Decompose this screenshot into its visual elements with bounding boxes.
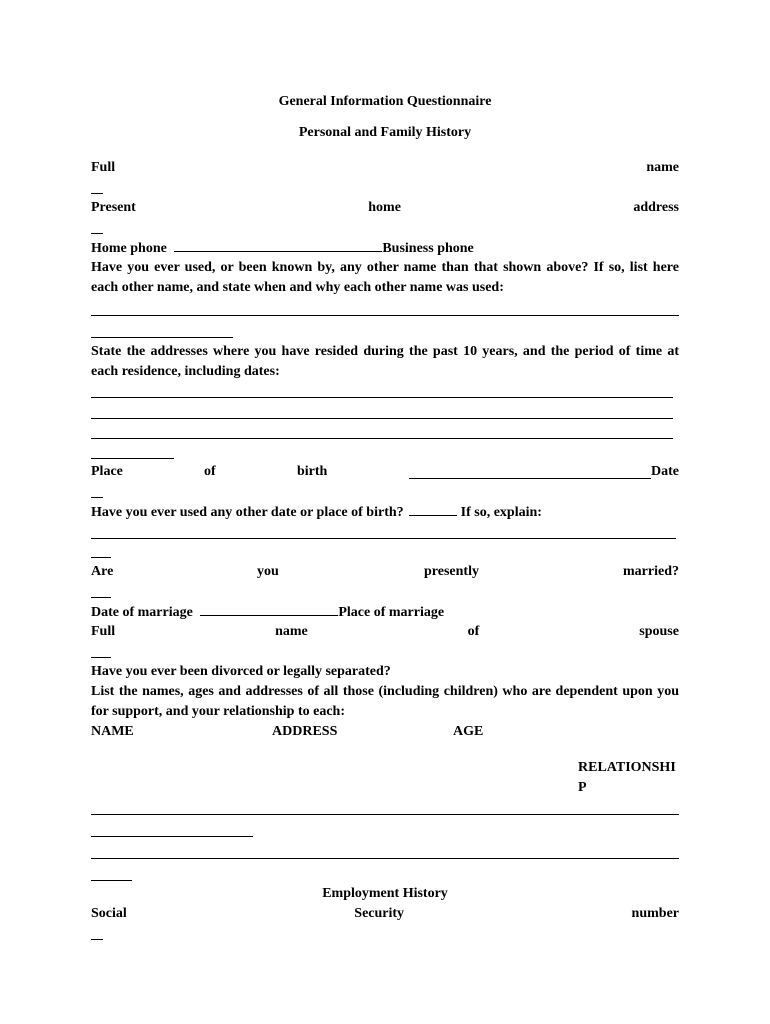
place-of-birth-word-2: of (204, 464, 216, 479)
page-subtitle: Personal and Family History (298, 125, 472, 140)
home-phone-label: Home phone (91, 241, 167, 256)
addresses-question: State the addresses where you have resided during the past 10 years, and the period of time at each residence, including dates: (91, 344, 679, 379)
header-address: ADDRESS (272, 724, 338, 739)
date-of-marriage-label: Date of marriage (91, 605, 193, 620)
employment-heading: Employment History (322, 886, 448, 901)
spouse-name-row (91, 622, 679, 642)
header-relationship-2: P (578, 780, 587, 795)
ssn-blank[interactable] (91, 939, 103, 940)
dependents-question: List the names, ages and addresses of all those (including children) who are dependent upon you for support, and your relationship to each: (91, 684, 679, 719)
other-name-answer-line-2[interactable] (91, 337, 233, 338)
ssn-word-1: Social (91, 906, 127, 921)
full-name-blank[interactable] (91, 193, 103, 194)
full-name-word-1: Full (91, 160, 116, 175)
if-so-explain-label: If so, explain: (460, 505, 542, 520)
other-birth-row (91, 502, 679, 522)
header-name: NAME (91, 724, 134, 739)
spouse-name-blank[interactable] (91, 657, 111, 658)
full-name-row (91, 158, 679, 178)
ssn-word-2: Security (354, 906, 405, 921)
dependents-line-1[interactable] (91, 814, 679, 815)
page-title: General Information Questionnaire (278, 94, 492, 109)
header-age: AGE (453, 724, 484, 739)
ssn-row (91, 904, 679, 924)
spouse-word-1: Full (91, 624, 116, 639)
married-answer-blank[interactable] (91, 597, 111, 598)
phone-row (91, 238, 679, 258)
dependents-line-2[interactable] (91, 836, 253, 837)
ssn-word-3: number (631, 906, 679, 921)
header-relationship-1: RELATIONSHI (578, 760, 676, 775)
other-birth-question: Have you ever used any other date or place of birth? (91, 505, 404, 520)
other-birth-answer-blank[interactable] (409, 502, 457, 516)
present-address-word-2: home (368, 200, 401, 215)
place-of-birth-blank[interactable] (409, 465, 651, 479)
married-row (91, 562, 679, 582)
married-word-4: married? (623, 564, 679, 579)
home-phone-blank[interactable] (174, 238, 382, 252)
other-name-answer-line-1[interactable] (91, 315, 679, 316)
addresses-answer-line-4[interactable] (91, 458, 174, 459)
date-of-birth-blank[interactable] (91, 497, 103, 498)
addresses-answer-line-2[interactable] (91, 418, 673, 419)
marriage-row (91, 602, 679, 622)
place-of-birth-word-1: Place (91, 464, 123, 479)
dependents-line-4[interactable] (91, 880, 132, 881)
place-of-birth-row (91, 462, 679, 482)
married-word-3: presently (424, 564, 479, 579)
full-name-word-2: name (646, 160, 679, 175)
married-word-2: you (257, 564, 279, 579)
divorced-question: Have you ever been divorced or legally separated? (91, 664, 391, 679)
married-word-1: Are (91, 564, 114, 579)
other-birth-explain-line-2[interactable] (91, 557, 111, 558)
spouse-word-4: spouse (639, 624, 679, 639)
present-address-row (91, 198, 679, 218)
date-of-marriage-blank[interactable] (200, 602, 338, 616)
present-address-word-3: address (633, 200, 679, 215)
dependents-line-3[interactable] (91, 858, 679, 859)
spouse-word-3: of (467, 624, 480, 639)
addresses-answer-line-3[interactable] (91, 438, 673, 439)
dependents-table-header (91, 722, 679, 742)
spouse-word-2: name (275, 624, 308, 639)
present-address-blank[interactable] (91, 233, 103, 234)
other-name-question: Have you ever used, or been known by, any other name than that shown above? If so, list here each other name, and state when and why each other name was used: (91, 260, 679, 295)
present-address-word-1: Present (91, 200, 136, 215)
addresses-answer-line-1[interactable] (91, 397, 673, 398)
date-of-birth-label: Date (651, 464, 679, 479)
place-of-marriage-label: Place of marriage (338, 605, 445, 620)
business-phone-label: Business phone (382, 241, 474, 256)
place-of-birth-word-3: birth (297, 464, 328, 479)
other-birth-explain-line-1[interactable] (91, 538, 676, 539)
